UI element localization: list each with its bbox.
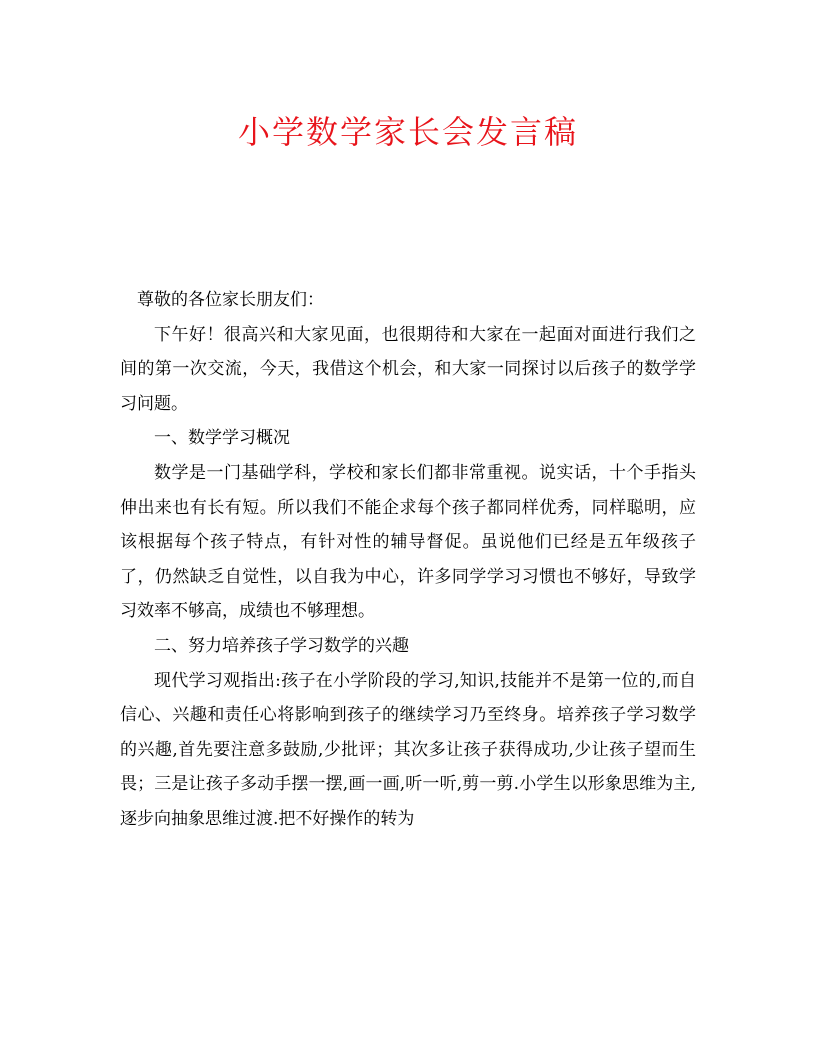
section-heading-2: 二、努力培养孩子学习数学的兴趣 (154, 635, 409, 656)
paragraph-overview: 数学是一门基础学科，学校和家长们都非常重视。说实话，十个手指头伸出来也有长有短。所以我们不能企求每个孩子都同样优秀，同样聪明，应该根据每个孩子特点，有针对性的辅导督促。虽说他们已经是五年级孩子了，仍然缺乏自觉性，以自我为中心，许多同学学习习惯也不够好，导致学习效率不够高，成绩也不够理想。 (120, 462, 696, 622)
salutation: 尊敬的各位家长朋友们： (137, 290, 324, 310)
paragraph-interest: 现代学习观指出:孩子在小学阶段的学习,知识,技能并不是第一位的,而自信心、兴趣和责任心将影响到孩子的继续学习乃至终身。培养孩子学习数学的兴趣,首先要注意多鼓励,少批评；其次多让孩子获得成功,少让孩子望而生畏；三是让孩子多动手摆一摆,画一画,听一听,剪一剪.小学生以形象思维为主,逐步向抽象思维过渡.把不好操作的转为 (120, 670, 696, 829)
paragraph-greeting: 下午好！很高兴和大家见面，也很期待和大家在一起面对面进行我们之间的第一次交流，今天，我借这个机会，和大家一同探讨以后孩子的数学学习问题。 (120, 324, 696, 414)
document-body (120, 283, 696, 837)
document-title: 小学数学家长会发言稿 (237, 113, 578, 151)
section-heading-1: 一、数学学习概况 (154, 428, 290, 449)
